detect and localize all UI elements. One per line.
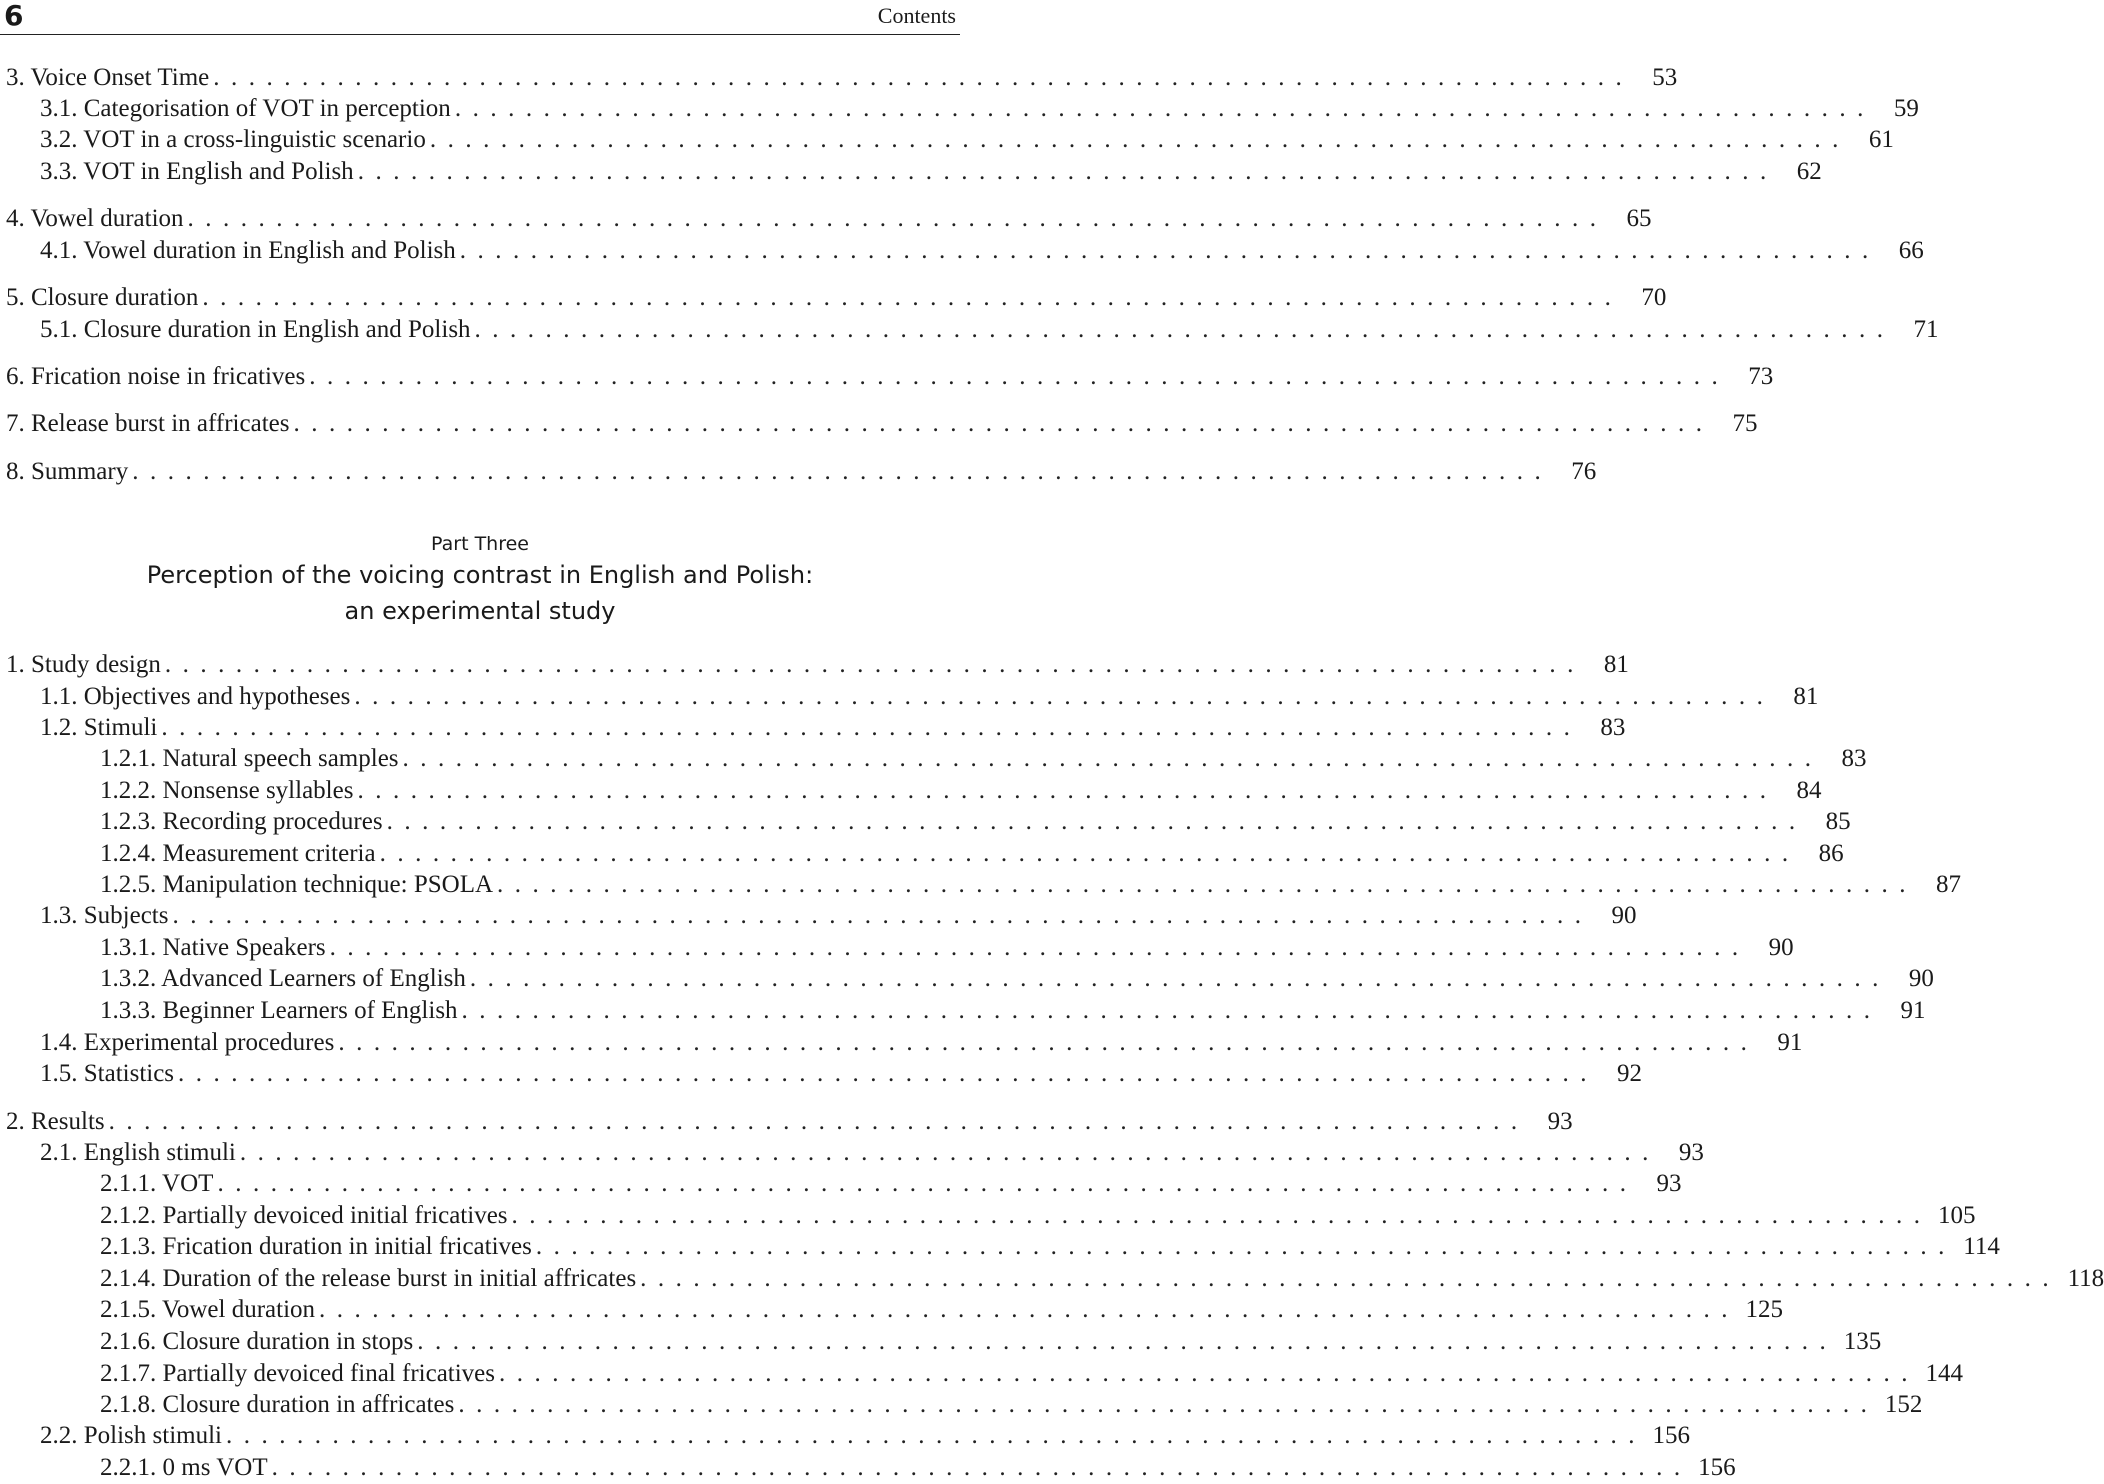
toc-entry-label: 2.1.2. Partially devoiced initial fricatives — [100, 1202, 508, 1229]
toc-entry-page: 53 — [1652, 64, 1678, 91]
dot-leader: ................................................................................ — [225, 1422, 1646, 1449]
dot-leader: ................................................................................ — [161, 714, 1582, 741]
toc-entry — [100, 1263, 2104, 1295]
toc-entry-label: 1.3.3. Beginner Learners of English — [100, 997, 458, 1024]
toc-entry — [40, 1420, 1690, 1452]
toc-entry-label: 3. Voice Onset Time — [6, 64, 210, 91]
toc-entry-page: 81 — [1793, 683, 1819, 710]
toc-entry-page: 152 — [1884, 1391, 1923, 1418]
dot-leader: ................................................................................ — [461, 997, 1882, 1024]
dot-leader: ................................................................................ — [132, 458, 1553, 485]
dot-leader: ................................................................................ — [187, 205, 1608, 232]
dot-leader: ................................................................................ — [499, 1360, 1920, 1387]
toc-entry — [40, 93, 1919, 125]
dot-leader: ................................................................................ — [354, 683, 1775, 710]
toc-entry-label: 1.3. Subjects — [40, 902, 169, 929]
toc-entry — [100, 869, 1962, 901]
toc-entry-page: 93 — [1656, 1170, 1682, 1197]
toc-entry-label: 2.1.3. Frication duration in initial fricatives — [100, 1233, 532, 1260]
toc-entry — [6, 361, 1774, 393]
toc-entry-page: 91 — [1900, 997, 1926, 1024]
toc-entry-label: 1.2.4. Measurement criteria — [100, 840, 376, 867]
part-label: Part Three — [431, 533, 529, 555]
toc-entry-label: 2.2. Polish stimuli — [40, 1422, 222, 1449]
dot-leader: ................................................................................ — [357, 158, 1778, 185]
toc-entry-page: 93 — [1678, 1139, 1704, 1166]
toc-entry — [40, 1058, 1643, 1090]
dot-leader: ................................................................................ — [213, 64, 1634, 91]
toc-entry — [40, 712, 1626, 744]
toc-entry-label: 1.3.1. Native Speakers — [100, 934, 326, 961]
dot-leader: ................................................................................ — [239, 1139, 1660, 1166]
dot-leader: ................................................................................ — [338, 1029, 1759, 1056]
dot-leader: ................................................................................ — [357, 777, 1778, 804]
toc-entry — [100, 743, 1867, 775]
toc-entry-page: 114 — [1963, 1233, 2000, 1260]
toc-entry-label: 1.2.2. Nonsense syllables — [100, 777, 354, 804]
toc-entry — [100, 963, 1934, 995]
toc-entry-label: 1.1. Objectives and hypotheses — [40, 683, 351, 710]
toc-entry-page: 118 — [2067, 1265, 2104, 1292]
dot-leader: ................................................................................ — [511, 1202, 1932, 1229]
toc-entry — [40, 124, 1894, 156]
toc-entry-page: 83 — [1841, 745, 1867, 772]
dot-leader: ................................................................................ — [386, 808, 1807, 835]
toc-entry-label: 4.1. Vowel duration in English and Polish — [40, 237, 456, 264]
toc-entry-label: 1.2. Stimuli — [40, 714, 158, 741]
toc-entry-label: 2.2.1. 0 ms VOT — [100, 1454, 268, 1481]
toc-entry-label: 2.1.4. Duration of the release burst in initial affricates — [100, 1265, 637, 1292]
toc-entry-page: 86 — [1818, 840, 1844, 867]
toc-entry — [6, 282, 1667, 314]
toc-entry-page: 61 — [1868, 126, 1894, 153]
toc-entry-label: 1.2.5. Manipulation technique: PSOLA — [100, 871, 494, 898]
toc-entry-page: 59 — [1893, 95, 1919, 122]
toc-entry-page: 144 — [1925, 1360, 1964, 1387]
toc-entry-page: 84 — [1796, 777, 1822, 804]
dot-leader: ................................................................................ — [309, 363, 1730, 390]
toc-entry — [40, 900, 1637, 932]
toc-entry-label: 5. Closure duration — [6, 284, 199, 311]
toc-entry-page: 85 — [1825, 808, 1851, 835]
dot-leader: ................................................................................ — [379, 840, 1800, 867]
toc-entry — [100, 932, 1794, 964]
dot-leader: ................................................................................ — [402, 745, 1823, 772]
toc-entry — [6, 649, 1629, 681]
toc-entry-page: 90 — [1768, 934, 1794, 961]
toc-entry — [40, 156, 1822, 188]
toc-entry — [40, 1137, 1704, 1169]
toc-entry — [100, 775, 1822, 807]
toc-entry — [40, 1027, 1803, 1059]
toc-entry — [100, 1168, 1682, 1200]
toc-entry-label: 2.1.7. Partially devoiced final fricatives — [100, 1360, 496, 1387]
toc-entry — [100, 1389, 1923, 1421]
page-number: 6 — [4, 0, 24, 32]
toc-entry-page: 92 — [1617, 1060, 1643, 1087]
dot-leader: ................................................................................ — [458, 1391, 1879, 1418]
dot-leader: ................................................................................ — [164, 651, 1585, 678]
toc-entry — [100, 1231, 2000, 1263]
dot-leader: ................................................................................ — [172, 902, 1593, 929]
toc-entry — [100, 806, 1851, 838]
toc-entry-label: 4. Vowel duration — [6, 205, 184, 232]
dot-leader: ................................................................................ — [474, 316, 1895, 343]
dot-leader: ................................................................................ — [108, 1108, 1529, 1135]
dot-leader: ................................................................................ — [454, 95, 1875, 122]
dot-leader: ................................................................................ — [459, 237, 1880, 264]
dot-leader: ................................................................................ — [469, 965, 1890, 992]
toc-entry-page: 91 — [1777, 1029, 1803, 1056]
toc-entry-page: 105 — [1938, 1202, 1976, 1229]
toc-entry-label: 2.1.6. Closure duration in stops — [100, 1328, 414, 1355]
toc-entry-page: 62 — [1796, 158, 1822, 185]
dot-leader: ................................................................................ — [202, 284, 1623, 311]
toc-entry — [100, 995, 1926, 1027]
toc-entry-label: 7. Release burst in affricates — [6, 410, 290, 437]
dot-leader: ................................................................................ — [497, 871, 1918, 898]
toc-entry — [100, 1358, 1964, 1390]
toc-entry-page: 135 — [1843, 1328, 1882, 1355]
toc-entry-page: 65 — [1626, 205, 1652, 232]
toc-entry-label: 1.2.3. Recording procedures — [100, 808, 383, 835]
toc-entry-label: 3.1. Categorisation of VOT in perception — [40, 95, 451, 122]
part-title-line-2: an experimental study — [344, 597, 616, 625]
toc-entry — [40, 681, 1819, 713]
toc-entry — [6, 203, 1652, 235]
dot-leader: ................................................................................ — [535, 1233, 1956, 1260]
toc-entry-label: 5.1. Closure duration in English and Polish — [40, 316, 471, 343]
toc-entry-page: 66 — [1898, 237, 1924, 264]
toc-entry — [40, 314, 1939, 346]
toc-entry — [6, 456, 1597, 488]
dot-leader: ................................................................................ — [217, 1170, 1638, 1197]
running-header — [0, 0, 960, 35]
toc-entry — [100, 1326, 1882, 1358]
toc-entry-label: 1.4. Experimental procedures — [40, 1029, 335, 1056]
dot-leader: ................................................................................ — [271, 1454, 1692, 1481]
toc-entry-label: 2.1. English stimuli — [40, 1139, 236, 1166]
toc-entry-label: 6. Frication noise in fricatives — [6, 363, 306, 390]
part-heading — [0, 533, 960, 627]
toc-entry-label: 2.1.5. Vowel duration — [100, 1296, 316, 1323]
dot-leader: ................................................................................ — [329, 934, 1750, 961]
toc-entry-label: 2.1.1. VOT — [100, 1170, 214, 1197]
toc-entry — [100, 1452, 1736, 1484]
toc-entry — [40, 235, 1924, 267]
toc-entry — [100, 1294, 1784, 1326]
toc-entry — [100, 838, 1844, 870]
toc-entry-page: 75 — [1732, 410, 1758, 437]
toc-entry — [6, 1106, 1573, 1138]
toc-entry-page: 125 — [1745, 1296, 1784, 1323]
dot-leader: ................................................................................ — [640, 1265, 2061, 1292]
toc-entry-page: 90 — [1611, 902, 1637, 929]
toc-entry-page: 81 — [1603, 651, 1629, 678]
dot-leader: ................................................................................ — [293, 410, 1714, 437]
toc-entry-label: 8. Summary — [6, 458, 129, 485]
toc-entry-page: 156 — [1698, 1454, 1736, 1481]
toc-entry-page: 87 — [1936, 871, 1962, 898]
toc-entry-page: 71 — [1913, 316, 1939, 343]
toc-entry-label: 3.2. VOT in a cross-linguistic scenario — [40, 126, 426, 153]
toc-entry-label: 1.5. Statistics — [40, 1060, 175, 1087]
dot-leader: ................................................................................ — [319, 1296, 1740, 1323]
toc-entry-page: 93 — [1547, 1108, 1573, 1135]
toc-entry — [100, 1200, 1976, 1232]
toc-entry-page: 73 — [1748, 363, 1774, 390]
running-title: Contents — [877, 3, 956, 28]
toc-entry-page: 90 — [1908, 965, 1934, 992]
dot-leader: ................................................................................ — [429, 126, 1850, 153]
toc-entry — [6, 408, 1758, 440]
toc-entry-label: 3.3. VOT in English and Polish — [40, 158, 354, 185]
part-title-line-1: Perception of the voicing contrast in English and Polish: — [146, 561, 814, 589]
dot-leader: ................................................................................ — [178, 1060, 1599, 1087]
toc-entry-label: 2. Results — [6, 1108, 105, 1135]
toc-entry-page: 76 — [1571, 458, 1597, 485]
toc-entry-label: 1. Study design — [6, 651, 161, 678]
toc-entry-label: 1.3.2. Advanced Learners of English — [100, 965, 466, 992]
toc-entry-page: 70 — [1641, 284, 1667, 311]
toc-entry-page: 156 — [1652, 1422, 1690, 1449]
toc-entry-page: 83 — [1600, 714, 1626, 741]
toc-entry — [6, 62, 1678, 94]
toc-entry-label: 1.2.1. Natural speech samples — [100, 745, 399, 772]
toc-entry-label: 2.1.8. Closure duration in affricates — [100, 1391, 455, 1418]
dot-leader: ................................................................................ — [417, 1328, 1838, 1355]
